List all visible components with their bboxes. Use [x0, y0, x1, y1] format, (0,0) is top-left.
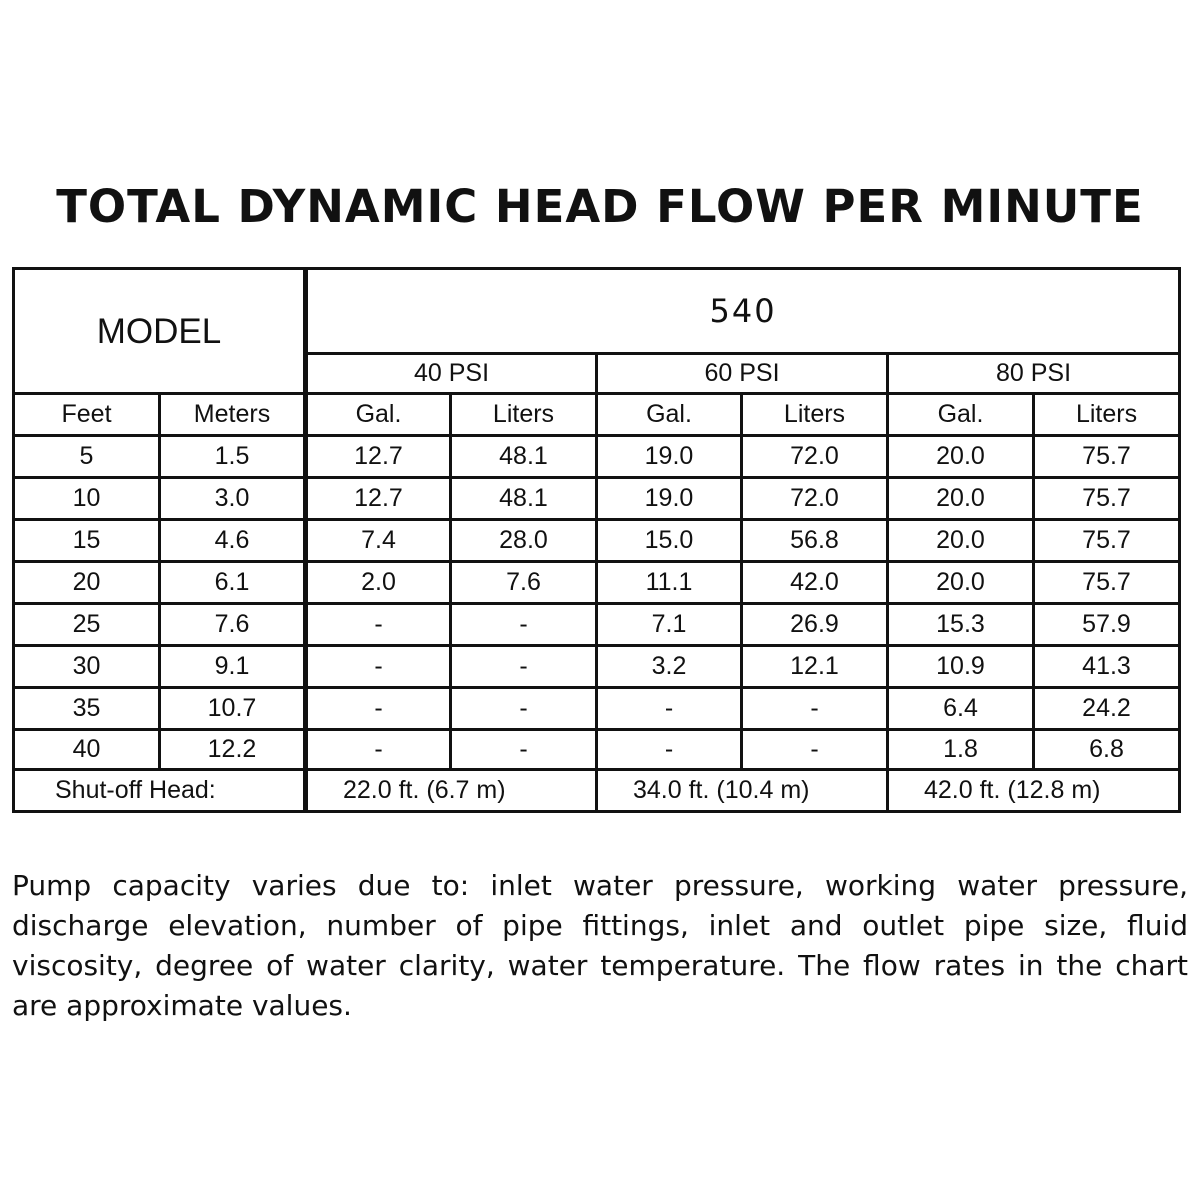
cell-gal-40psi: 7.4: [306, 520, 451, 562]
cell-gal-40psi: -: [306, 646, 451, 688]
cell-feet: 15: [14, 520, 160, 562]
cell-gal-40psi: -: [306, 688, 451, 730]
cell-gal-40psi: -: [306, 604, 451, 646]
cell-liters-80psi: 75.7: [1034, 478, 1180, 520]
cell-liters-80psi: 24.2: [1034, 688, 1180, 730]
cell-liters-80psi: 41.3: [1034, 646, 1180, 688]
cell-liters-60psi: 56.8: [742, 520, 888, 562]
cell-gal-60psi: 3.2: [597, 646, 742, 688]
cell-meters: 4.6: [160, 520, 306, 562]
cell-liters-40psi: -: [451, 646, 597, 688]
model-header-row: [14, 269, 1180, 354]
unit-header-gal-60psi: Gal.: [597, 394, 742, 436]
cell-gal-80psi: 10.9: [888, 646, 1034, 688]
cell-gal-80psi: 15.3: [888, 604, 1034, 646]
cell-liters-80psi: 6.8: [1034, 730, 1180, 770]
unit-header-gal-40psi: Gal.: [306, 394, 451, 436]
cell-liters-40psi: -: [451, 688, 597, 730]
unit-header-liters-60psi: Liters: [742, 394, 888, 436]
model-label: MODEL: [14, 269, 306, 394]
cell-meters: 1.5: [160, 436, 306, 478]
cell-gal-60psi: 19.0: [597, 436, 742, 478]
cell-gal-40psi: 2.0: [306, 562, 451, 604]
cell-liters-40psi: 7.6: [451, 562, 597, 604]
cell-gal-40psi: 12.7: [306, 478, 451, 520]
cell-gal-80psi: 20.0: [888, 436, 1034, 478]
unit-header-meters: Meters: [160, 394, 306, 436]
unit-header-gal-80psi: Gal.: [888, 394, 1034, 436]
cell-feet: 10: [14, 478, 160, 520]
cell-gal-80psi: 20.0: [888, 478, 1034, 520]
cell-liters-60psi: 42.0: [742, 562, 888, 604]
cell-liters-60psi: 26.9: [742, 604, 888, 646]
cell-feet: 35: [14, 688, 160, 730]
cell-gal-60psi: -: [597, 688, 742, 730]
shutoff-head-row: [14, 770, 1180, 812]
cell-gal-60psi: 19.0: [597, 478, 742, 520]
page-title: TOTAL DYNAMIC HEAD FLOW PER MINUTE: [56, 180, 1144, 233]
unit-header-row: [14, 394, 1180, 436]
cell-feet: 40: [14, 730, 160, 770]
shutoff-head-label: Shut-off Head:: [14, 770, 306, 812]
cell-gal-80psi: 1.8: [888, 730, 1034, 770]
table-row: [14, 436, 1180, 478]
cell-meters: 6.1: [160, 562, 306, 604]
cell-feet: 20: [14, 562, 160, 604]
cell-liters-40psi: 28.0: [451, 520, 597, 562]
cell-liters-80psi: 75.7: [1034, 562, 1180, 604]
cell-liters-60psi: -: [742, 730, 888, 770]
cell-meters: 10.7: [160, 688, 306, 730]
cell-liters-80psi: 75.7: [1034, 520, 1180, 562]
flow-rate-table: [12, 267, 1181, 813]
model-number: 540: [306, 269, 1180, 354]
table-row: [14, 688, 1180, 730]
cell-meters: 3.0: [160, 478, 306, 520]
cell-liters-60psi: 72.0: [742, 478, 888, 520]
cell-liters-40psi: -: [451, 604, 597, 646]
cell-gal-60psi: 11.1: [597, 562, 742, 604]
table-row: [14, 520, 1180, 562]
unit-header-liters-40psi: Liters: [451, 394, 597, 436]
cell-liters-60psi: 72.0: [742, 436, 888, 478]
cell-gal-40psi: -: [306, 730, 451, 770]
cell-gal-40psi: 12.7: [306, 436, 451, 478]
pressure-header-40psi: 40 PSI: [306, 354, 597, 394]
cell-gal-80psi: 6.4: [888, 688, 1034, 730]
cell-gal-60psi: 15.0: [597, 520, 742, 562]
table-row: [14, 646, 1180, 688]
cell-liters-80psi: 75.7: [1034, 436, 1180, 478]
cell-gal-80psi: 20.0: [888, 520, 1034, 562]
pressure-header-80psi: 80 PSI: [888, 354, 1180, 394]
cell-liters-40psi: -: [451, 730, 597, 770]
table-row: [14, 604, 1180, 646]
pressure-header-60psi: 60 PSI: [597, 354, 888, 394]
shutoff-head-60psi: 34.0 ft. (10.4 m): [597, 770, 888, 812]
cell-feet: 25: [14, 604, 160, 646]
table-row: [14, 478, 1180, 520]
cell-meters: 12.2: [160, 730, 306, 770]
cell-gal-60psi: -: [597, 730, 742, 770]
cell-meters: 9.1: [160, 646, 306, 688]
cell-meters: 7.6: [160, 604, 306, 646]
table-row: [14, 730, 1180, 770]
cell-liters-40psi: 48.1: [451, 436, 597, 478]
cell-feet: 30: [14, 646, 160, 688]
shutoff-head-40psi: 22.0 ft. (6.7 m): [306, 770, 597, 812]
cell-feet: 5: [14, 436, 160, 478]
cell-gal-60psi: 7.1: [597, 604, 742, 646]
shutoff-head-80psi: 42.0 ft. (12.8 m): [888, 770, 1180, 812]
cell-liters-80psi: 57.9: [1034, 604, 1180, 646]
cell-liters-60psi: 12.1: [742, 646, 888, 688]
table-row: [14, 562, 1180, 604]
unit-header-feet: Feet: [14, 394, 160, 436]
capacity-note: Pump capacity varies due to: inlet water pressure, working water pressure, discharge elevation, number of pipe fittings, inlet and outlet pipe size, fluid viscosity, degree of water clarity, water temperature. The flow rates in the chart are approximate values.: [12, 869, 1188, 1022]
cell-gal-80psi: 20.0: [888, 562, 1034, 604]
unit-header-liters-80psi: Liters: [1034, 394, 1180, 436]
cell-liters-40psi: 48.1: [451, 478, 597, 520]
cell-liters-60psi: -: [742, 688, 888, 730]
